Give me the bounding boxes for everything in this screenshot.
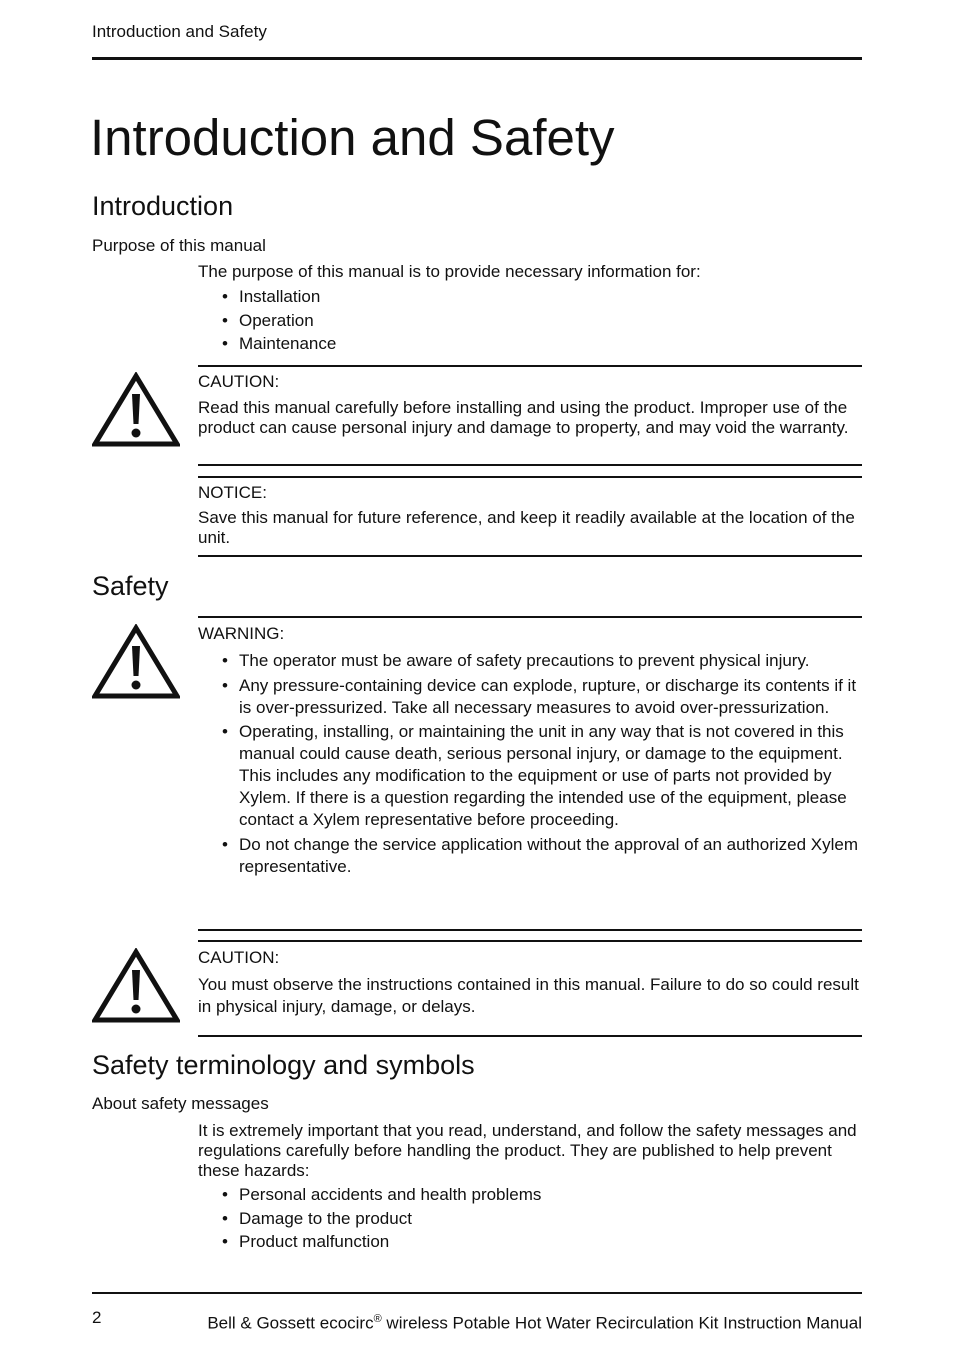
list-item: • Maintenance [222, 332, 862, 356]
list-item: • Operating, installing, or maintaining the unit in any way that is not covered in this manual could cause death, serious personal injury, or damage to the equipment. This includes any modification to the equipment or use of parts not provided by Xylem. If there is a question regarding the intended use of the equipment, please contact a Xylem representative before proceeding. [222, 721, 862, 831]
footer-title-suffix: wireless Potable Hot Water Recirculation Kit Instruction Manual [381, 1313, 862, 1333]
list-item: • The operator must be aware of safety precautions to prevent physical injury. [222, 650, 862, 672]
footer-rule [92, 1292, 862, 1294]
notice-label: NOTICE: [198, 483, 267, 502]
footer-title-prefix: Bell & Gossett ecocirc [207, 1313, 374, 1333]
notice-text: Save this manual for future reference, and keep it readily available at the location of the unit. [198, 508, 855, 547]
warning-label: WARNING: [198, 624, 285, 643]
caution-box-safety [198, 940, 862, 1037]
page-title: Introduction and Safety [90, 109, 615, 166]
list-item: • Product malfunction [222, 1230, 862, 1254]
caution-text: Read this manual carefully before installing and using the product. Improper use of the product can cause personal injury and damage to property, and may void the warranty. [198, 398, 849, 437]
list-item: • Do not change the service application without the approval of an authorized Xylem representative. [222, 834, 862, 878]
list-item: • Operation [222, 309, 862, 333]
about-safety-text: It is extremely important that you read, understand, and follow the safety messages and regulations carefully before handling the product. They are published to help prevent these hazards: [198, 1121, 857, 1180]
section-heading-safety: Safety [92, 571, 169, 601]
list-item: • Personal accidents and health problems [222, 1183, 862, 1207]
header-rule [92, 57, 862, 60]
page-number: 2 [92, 1308, 102, 1327]
warning-triangle-icon [92, 624, 180, 700]
caution-text: You must observe the instructions contained in this manual. Failure to do so could result in physical injury, damage, or delays. [198, 975, 859, 1016]
warning-triangle-icon [92, 948, 180, 1024]
purpose-text: The purpose of this manual is to provide necessary information for: [198, 262, 701, 281]
purpose-list [222, 285, 862, 356]
registered-mark: ® [373, 1313, 382, 1325]
section-heading-terminology: Safety terminology and symbols [92, 1050, 475, 1080]
warning-box [198, 616, 862, 931]
subheading-purpose: Purpose of this manual [92, 236, 266, 255]
footer-title [190, 1308, 862, 1335]
list-item: • Any pressure-containing device can explode, rupture, or discharge its contents if it is over-pressurized. Take all necessary measures to avoid over-pressurization. [222, 675, 862, 719]
section-heading-introduction: Introduction [92, 191, 234, 221]
warning-list [222, 650, 862, 880]
caution-box-introduction [198, 365, 862, 466]
list-item: • Installation [222, 285, 862, 309]
warning-triangle-icon [92, 372, 180, 448]
caution-label: CAUTION: [198, 372, 280, 391]
list-item: • Damage to the product [222, 1207, 862, 1231]
caution-label: CAUTION: [198, 948, 280, 967]
subheading-about-safety-messages: About safety messages [92, 1094, 269, 1113]
running-header: Introduction and Safety [92, 22, 267, 41]
hazard-list [222, 1183, 862, 1254]
notice-box [198, 476, 862, 557]
